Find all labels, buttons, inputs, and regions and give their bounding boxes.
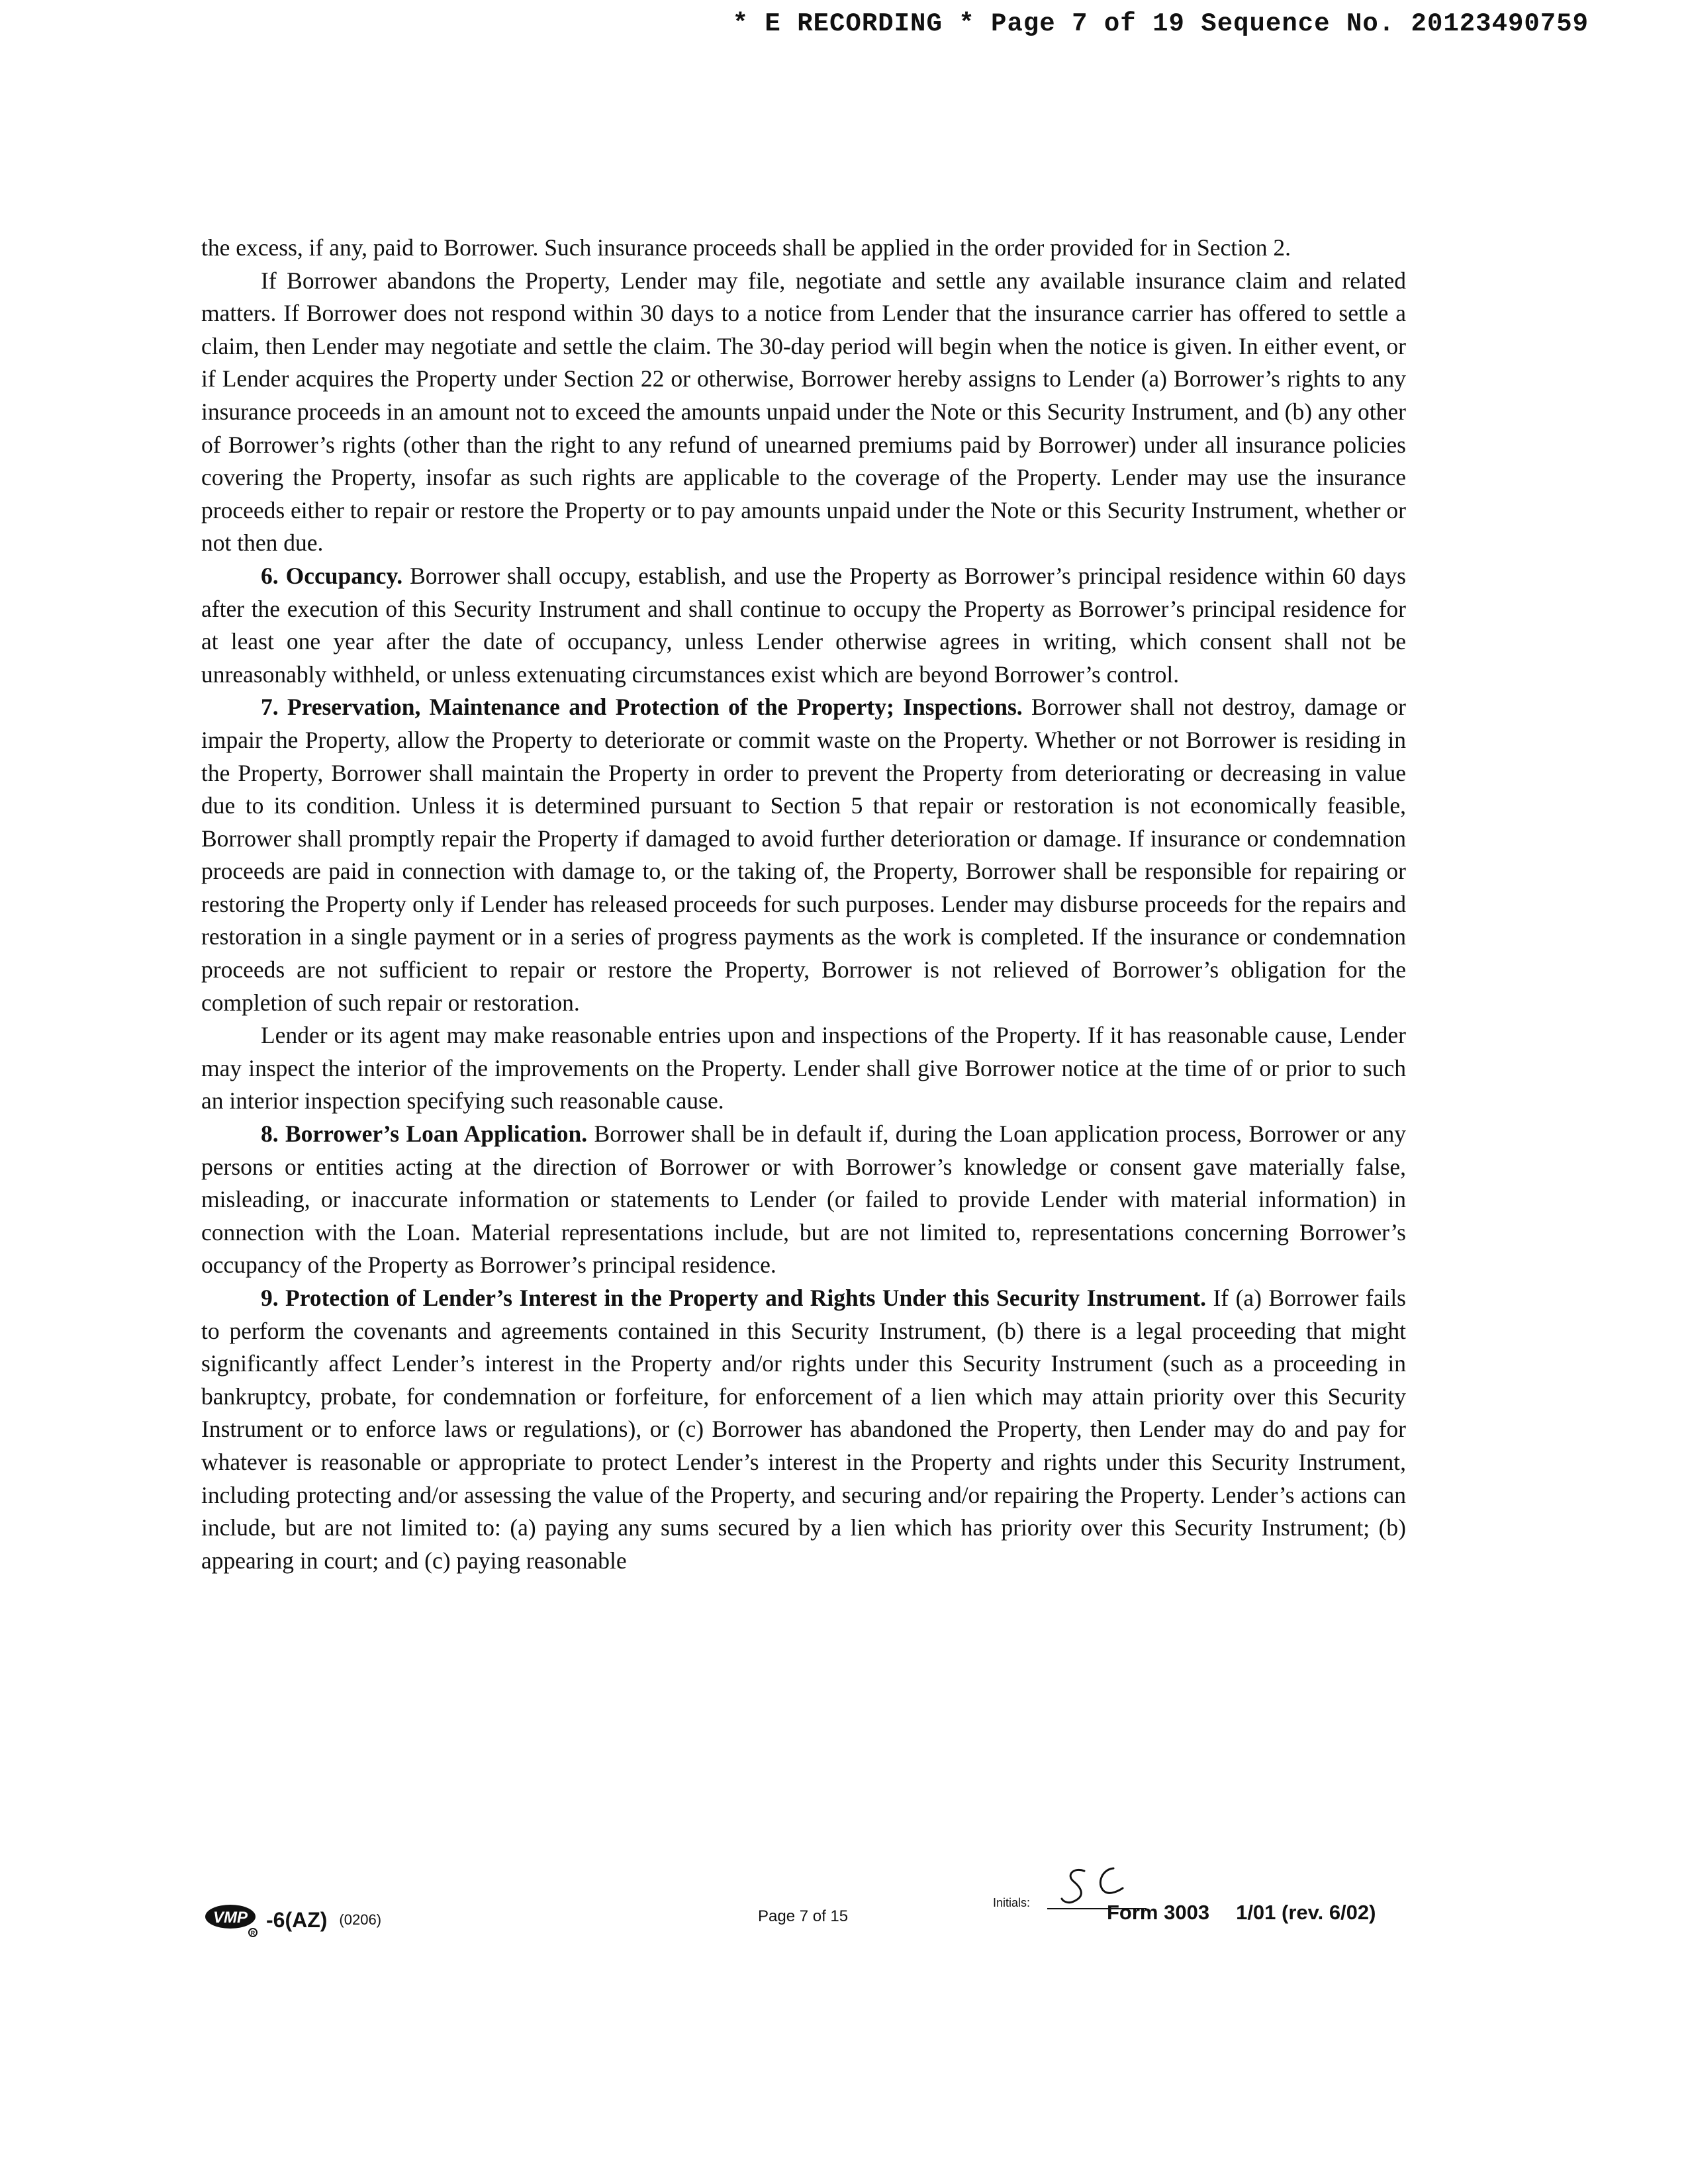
form-number: Form 3003 — [1107, 1901, 1210, 1924]
paragraph-insurance-excess: the excess, if any, paid to Borrower. Such insurance proceeds shall be applied in the order provided for in Section 2. — [201, 234, 1291, 261]
vmp-logo-text: VMP — [212, 1909, 248, 1927]
section-9-text: If (a) Borrower fails to perform the covenants and agreements contained in this Security Instrument, (b) there is a legal proceeding that might significantly affect Lender’s interest in the Property and/or rights under this Security Instrument (such as a proceeding in bankruptcy, probate, for condemnation or forfeiture, for enforcement of a lien which may attain priority over this Security Instrument or to enforce laws or regulations), or (c) Borrower has abandoned the Property, then Lender may do and pay for whatever is reasonable or appropriate to protect Lender’s interest in the Property and rights under this Security Instrument, including protecting and/or assessing the value of the Property, and securing and/or repairing the Property. Lender’s actions can include, but are not limited to: (a) paying any sums secured by a lien which has priority over this Security Instrument; (b) appearing in court; and (c) paying reasonable — [201, 1285, 1406, 1574]
section-6-occupancy — [201, 560, 1406, 691]
initials-label: Initials: — [993, 1896, 1031, 1909]
form-date: 1/01 (rev. 6/02) — [1236, 1901, 1376, 1924]
section-7-text: Borrower shall not destroy, damage or impair the Property, allow the Property to deteriorate or commit waste on the Property. Whether or not Borrower is residing in the Property, Borrower shall maintain the Property in order to prevent the Property from deteriorating or decreasing in value due to its condition. Unless it is determined pursuant to Section 5 that repair or restoration is not economically feasible, Borrower shall promptly repair the Property if damaged to avoid further deterioration or damage. If insurance or condemnation proceeds are paid in connection with damage to, or the taking of, the Property, Borrower shall be responsible for repairing or restoring the Property only if Lender has released proceeds for such purposes. Lender may disburse proceeds for the repairs and restoration in a single payment or in a series of progress payments as the work is completed. If the insurance or condemnation proceeds are not sufficient to repair or restore the Property, Borrower is not relieved of Borrower’s obligation for the completion of such repair or restoration. — [201, 694, 1406, 1016]
form-code: -6(AZ) — [266, 1907, 328, 1932]
section-6-heading: 6. Occupancy. — [261, 562, 403, 589]
form-revision: (0206) — [339, 1911, 382, 1928]
footer-form-id — [204, 1902, 381, 1938]
section-8-text: Borrower shall be in default if, during the Loan application process, Borrower or any persons or entities acting at the direction of Borrower or with Borrower’s knowledge or consent gave materially false, misleading, or inaccurate information or statements to Lender (or failed to provide Lender with material information) in connection with the Loan. Material representations include, but are not limited to, representations concerning Borrower’s occupancy of the Property as Borrower’s principal residence. — [201, 1120, 1406, 1279]
section-9-protection — [201, 1282, 1406, 1577]
vmp-logo-icon — [204, 1902, 265, 1938]
section-7-preservation — [201, 691, 1406, 1019]
section-6-text: Borrower shall occupy, establish, and use the Property as Borrower’s principal residence within 60 days after the execution of this Security Instrument and shall continue to occupy the Property as Borrower’s principal residence for at least one year after the date of occupancy, unless Lender otherwise agrees in writing, which consent shall not be unreasonably withheld, or unless extenuating circumstances exist which are beyond Borrower’s control. — [201, 562, 1406, 688]
section-7-heading: 7. Preservation, Maintenance and Protection of the Property; Inspections. — [261, 694, 1023, 721]
document-body — [201, 232, 1406, 1577]
paragraph-inspections: Lender or its agent may make reasonable entries upon and inspections of the Property. If it has reasonable cause, Lender may inspect the interior of the improvements on the Property. Lender shall give Borrower notice at the time of or prior to such an interior inspection specifying such reasonable cause. — [201, 1022, 1406, 1115]
section-8-heading: 8. Borrower’s Loan Application. — [261, 1120, 588, 1148]
paragraph-abandonment: If Borrower abandons the Property, Lender may file, negotiate and settle any available insurance claim and related matters. If Borrower does not respond within 30 days to a notice from Lender that the insurance carrier has offered to settle a claim, then Lender may negotiate and settle the claim. The 30-day period will begin when the notice is given. In either event, or if Lender acquires the Property under Section 22 or otherwise, Borrower hereby assigns to Lender (a) Borrower’s rights to any insurance proceeds in an amount not to exceed the amounts unpaid under the Note or this Security Instrument, and (b) any other of Borrower’s rights (other than the right to any refund of unearned premiums paid by Borrower) under all insurance policies covering the Property, insofar as such rights are applicable to the coverage of the Property. Lender may use the insurance proceeds either to repair or restore the Property or to pay amounts unpaid under the Note or this Security Instrument, whether or not then due. — [201, 267, 1406, 557]
section-9-heading: 9. Protection of Lender’s Interest in the Property and Rights Under this Security Instrument. — [261, 1285, 1207, 1311]
form-number-block — [1107, 1901, 1376, 1925]
recording-stamp: * E RECORDING * Page 7 of 19 Sequence No. 20123490759 — [732, 9, 1589, 38]
page-number: Page 7 of 15 — [758, 1907, 849, 1925]
svg-text:R: R — [250, 1930, 256, 1936]
section-8-loan-application — [201, 1118, 1406, 1282]
